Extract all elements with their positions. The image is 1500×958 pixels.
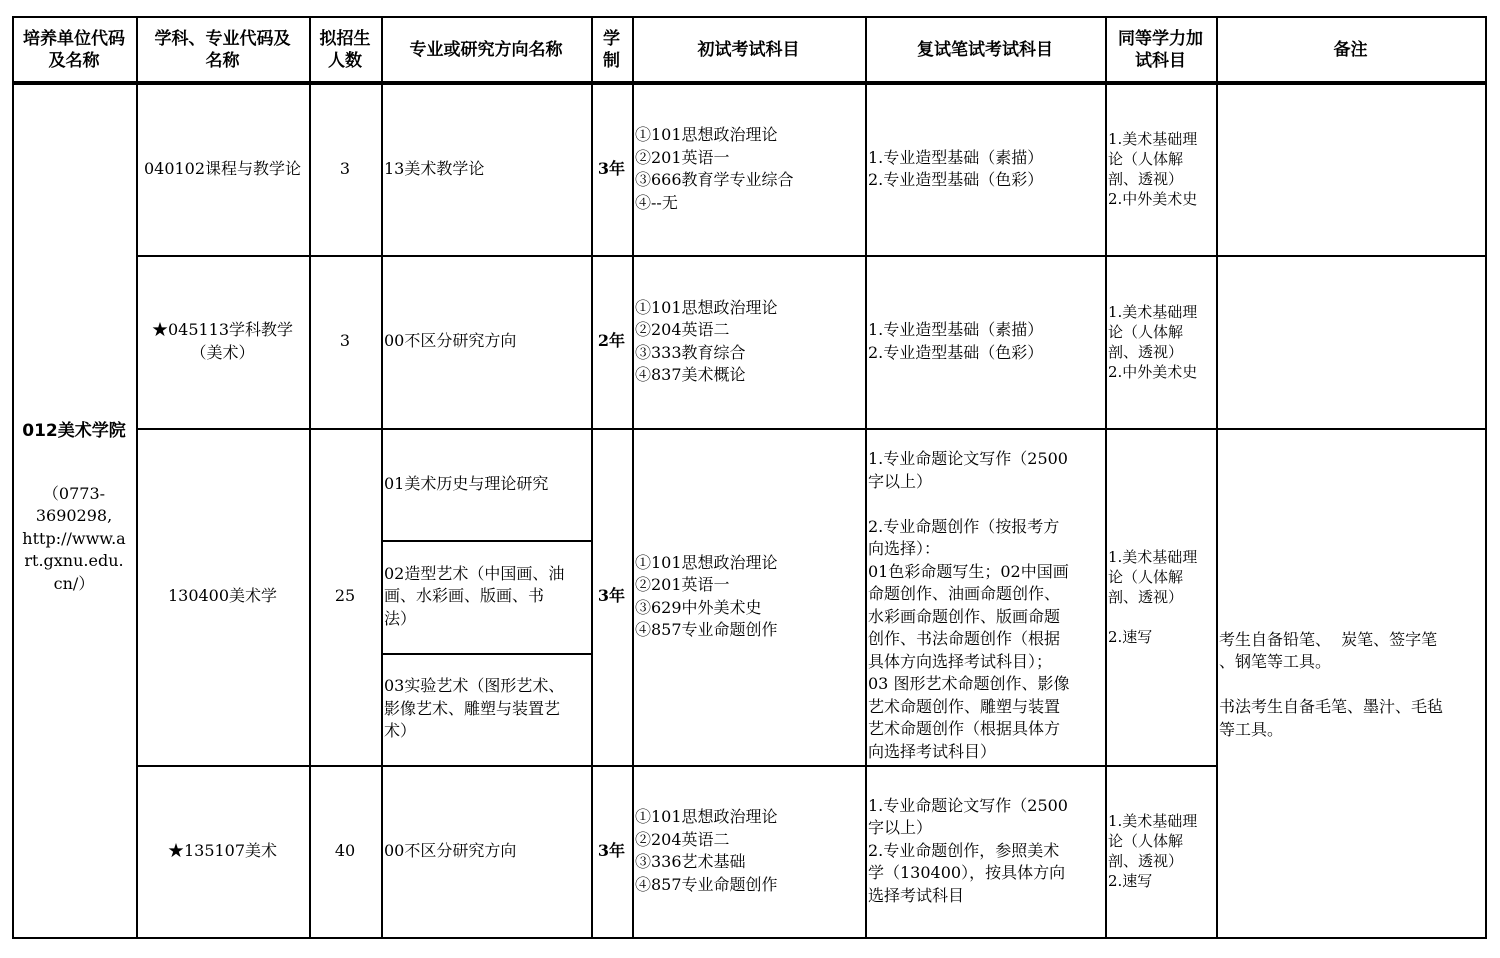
equiv-cell-line: 2.中外美术史 [1108, 362, 1198, 381]
initial-exam-cell-line: ③629中外美术史 [635, 597, 762, 617]
retest-cell [865, 83, 1105, 255]
direction-cell-line: 影像艺术、雕塑与装置艺 [384, 698, 561, 718]
initial-exam-cell-line: ②201英语一 [635, 575, 730, 594]
retest-cell-line: 具体方向选择考试科目）； [868, 651, 1053, 671]
column-header [865, 16, 1105, 83]
direction-cell [381, 540, 591, 653]
unit-contact-line: cn/） [53, 573, 95, 593]
retest-cell-line: 艺术命题创作（根据具体方 [868, 719, 1061, 738]
vertical-rule [309, 16, 311, 939]
direction-cell-line: 02造型艺术（中国画、油 [384, 563, 565, 583]
column-header-line: 初试考试科目 [697, 39, 800, 60]
initial-exam-cell-line: ②204英语二 [635, 829, 730, 849]
initial-exam-cell-line: ③336艺术基础 [635, 852, 746, 871]
initial-exam-cell-line: ②201英语一 [635, 147, 730, 167]
horizontal-rule [136, 765, 1216, 767]
equiv-cell [1105, 428, 1216, 765]
initial-exam-cell-line: ①101思想政治理论 [635, 807, 778, 826]
count-cell-line: 3 [339, 158, 351, 178]
column-header [12, 16, 136, 83]
initial-exam-cell-line: ①101思想政治理论 [635, 125, 778, 144]
vertical-rule [865, 16, 867, 939]
major-cell-line: （美术） [190, 342, 255, 362]
column-header [381, 16, 591, 83]
direction-cell [381, 83, 591, 255]
equiv-cell-line: 剖、透视） [1108, 342, 1184, 361]
column-header-line: 制 [603, 50, 620, 71]
column-header-line: 学科、专业代码及 [154, 28, 291, 49]
direction-cell-line: 01美术历史与理论研究 [384, 473, 549, 493]
vertical-rule [1216, 16, 1218, 939]
retest-cell-line: 水彩画命题创作、版画命题 [868, 606, 1061, 626]
equiv-cell-line: 剖、透视） [1108, 852, 1184, 870]
equiv-cell-line: 论（人体解 [1108, 832, 1184, 850]
equiv-cell-line: 2.速写 [1108, 627, 1153, 646]
column-header [136, 16, 309, 83]
column-header-line: 培养单位代码 [23, 28, 125, 49]
notes-cell-line: 书法考生自备毛笔、墨汁、毛毡 [1219, 697, 1444, 717]
equiv-cell-line [1108, 607, 1113, 627]
direction-cell-line: 13美术教学论 [384, 158, 485, 178]
column-header [632, 16, 865, 83]
column-header [1216, 16, 1485, 83]
vertical-rule [632, 16, 634, 939]
vertical-rule [136, 16, 138, 939]
direction-cell [381, 765, 591, 937]
count-cell-line: 3 [339, 331, 351, 351]
years-cell [591, 765, 632, 937]
column-header [309, 16, 381, 83]
unit-cell [12, 83, 136, 937]
retest-cell-line: 学（130400），按具体方向 [868, 863, 1066, 883]
retest-cell-line: 2.专业命题创作（按报考方 [868, 516, 1060, 536]
initial-exam-cell-line: ④--无 [635, 192, 678, 212]
notes-cell-line: 考生自备铅笔、 炭笔、签字笔 [1219, 629, 1438, 649]
column-header-line: 试科目 [1135, 50, 1186, 71]
major-cell-line: ★045113学科教学 [151, 320, 294, 339]
initial-exam-cell-line: ④857专业命题创作 [635, 620, 778, 639]
major-cell-line: 040102课程与教学论 [143, 158, 302, 178]
retest-cell-line: 向选择考试科目） [868, 741, 997, 761]
column-header-line: 备注 [1333, 39, 1368, 60]
direction-cell [381, 428, 591, 540]
notes-cell [1216, 255, 1485, 428]
count-cell [309, 428, 381, 765]
count-cell [309, 255, 381, 428]
equiv-cell [1105, 765, 1216, 937]
vertical-rule [12, 16, 14, 939]
initial-exam-cell-line: ②204英语二 [635, 320, 730, 339]
initial-exam-cell-line: ④857专业命题创作 [635, 874, 778, 894]
equiv-cell-line: 1.美术基础理 [1108, 302, 1198, 321]
count-cell [309, 765, 381, 937]
direction-cell-line: 术） [384, 721, 417, 741]
years-cell-line: 3年 [597, 158, 626, 178]
initial-exam-cell-line: ④837美术概论 [635, 365, 746, 384]
equiv-cell [1105, 255, 1216, 428]
retest-cell-line: 命题创作、油画命题创作、 [868, 584, 1061, 603]
equiv-cell-line: 论（人体解 [1108, 322, 1184, 341]
years-cell-line: 3年 [597, 586, 626, 606]
equiv-cell-line: 1.美术基础理 [1108, 130, 1198, 148]
retest-cell-line: 字以上） [868, 471, 933, 491]
initial-exam-cell-line: ③666教育学专业综合 [635, 170, 794, 189]
retest-cell-line: 1.专业命题论文写作（2500 [868, 795, 1068, 815]
equiv-cell-line: 剖、透视） [1108, 587, 1184, 606]
retest-cell-line: 01色彩命题写生；02中国画 [868, 561, 1069, 581]
major-cell [136, 765, 309, 937]
unit-contact-line: rt.gxnu.edu. [24, 551, 124, 570]
retest-cell-line: 创作、书法命题创作（根据 [868, 629, 1061, 648]
equiv-cell-line: 论（人体解 [1108, 567, 1184, 586]
initial-exam-cell [632, 765, 865, 937]
column-header [1105, 16, 1216, 83]
initial-exam-cell [632, 255, 865, 428]
unit-name: 012美术学院 [22, 421, 126, 441]
notes-cell-line: 、钢笔等工具。 [1219, 652, 1332, 672]
notes-cell-line: 等工具。 [1219, 719, 1284, 739]
notes-cell-line [1219, 674, 1224, 697]
years-cell-line: 3年 [597, 840, 626, 860]
horizontal-rule [12, 937, 1485, 939]
retest-cell-line: 1.专业造型基础（素描） [868, 147, 1044, 167]
column-header-line: 复试笔试考试科目 [917, 39, 1053, 60]
vertical-rule [1105, 16, 1107, 939]
horizontal-rule [12, 81, 1485, 85]
years-cell [591, 255, 632, 428]
years-cell [591, 83, 632, 255]
initial-exam-cell [632, 428, 865, 765]
equiv-cell-line: 论（人体解 [1108, 150, 1184, 168]
column-header-line: 名称 [205, 50, 240, 71]
direction-cell-line: 03实验艺术（图形艺术、 [384, 676, 565, 696]
initial-exam-cell-line: ①101思想政治理论 [635, 297, 778, 317]
notes-cell [1216, 428, 1485, 937]
initial-exam-cell-line: ③333教育综合 [635, 342, 746, 362]
vertical-rule [591, 16, 593, 939]
column-header-line: 及名称 [48, 50, 100, 71]
initial-exam-cell-line: ①101思想政治理论 [635, 552, 778, 572]
horizontal-rule [381, 540, 591, 542]
horizontal-rule [381, 653, 591, 655]
vertical-rule [381, 16, 383, 939]
major-cell [136, 255, 309, 428]
column-header-line: 专业或研究方向名称 [409, 39, 563, 60]
unit-contact-line: http://www.a [22, 528, 126, 548]
column-header-line: 拟招生 [319, 28, 371, 49]
equiv-cell-line: 2.中外美术史 [1108, 190, 1198, 208]
retest-cell-line [868, 493, 873, 516]
column-header-line: 同等学力加 [1118, 28, 1203, 49]
retest-cell [865, 428, 1105, 765]
major-cell-line: ★135107美术 [167, 840, 278, 860]
count-cell-line: 40 [334, 840, 356, 860]
notes-cell [1216, 83, 1485, 255]
equiv-cell-line: 1.美术基础理 [1108, 547, 1198, 566]
retest-cell-line: 2.专业造型基础（色彩） [868, 170, 1044, 189]
direction-cell [381, 255, 591, 428]
unit-contact-line: 3690298, [35, 506, 113, 525]
equiv-cell-line: 剖、透视） [1108, 170, 1184, 188]
direction-cell-line: 00不区分研究方向 [384, 331, 517, 351]
retest-cell-line: 向选择）： [868, 539, 941, 558]
retest-cell [865, 765, 1105, 937]
column-header [591, 16, 632, 83]
count-cell [309, 83, 381, 255]
retest-cell-line: 艺术命题创作、雕塑与装置 [868, 696, 1061, 716]
horizontal-rule [136, 428, 1485, 430]
retest-cell-line: 2.专业造型基础（色彩） [868, 342, 1044, 362]
retest-cell-line: 03 图形艺术命题创作、影像 [868, 674, 1070, 693]
column-header-line: 人数 [328, 50, 362, 71]
major-cell-line: 130400美术学 [167, 586, 278, 606]
retest-cell-line: 1.专业造型基础（素描） [868, 320, 1044, 339]
years-cell-line: 2年 [597, 331, 626, 351]
vertical-rule [1485, 16, 1487, 939]
unit-contact-line: （0773- [42, 483, 106, 503]
retest-cell-line: 2.专业命题创作，参照美术 [868, 840, 1060, 860]
retest-cell-line: 1.专业命题论文写作（2500 [868, 449, 1068, 468]
horizontal-rule [12, 16, 1485, 18]
horizontal-rule [136, 255, 1485, 257]
count-cell-line: 25 [334, 586, 356, 606]
direction-cell-line: 00不区分研究方向 [384, 840, 517, 860]
direction-cell-line: 画、水彩画、版画、书 [384, 586, 545, 606]
equiv-cell-line: 2.速写 [1108, 872, 1153, 890]
direction-cell-line: 法） [384, 608, 417, 628]
retest-cell-line: 字以上） [868, 818, 933, 838]
initial-exam-cell [632, 83, 865, 255]
retest-cell-line: 选择考试科目 [868, 885, 965, 905]
direction-cell [381, 653, 591, 765]
column-header-line: 学 [603, 28, 620, 49]
years-cell [591, 428, 632, 765]
equiv-cell-line: 1.美术基础理 [1108, 812, 1198, 830]
major-cell [136, 428, 309, 765]
retest-cell [865, 255, 1105, 428]
equiv-cell [1105, 83, 1216, 255]
major-cell [136, 83, 309, 255]
